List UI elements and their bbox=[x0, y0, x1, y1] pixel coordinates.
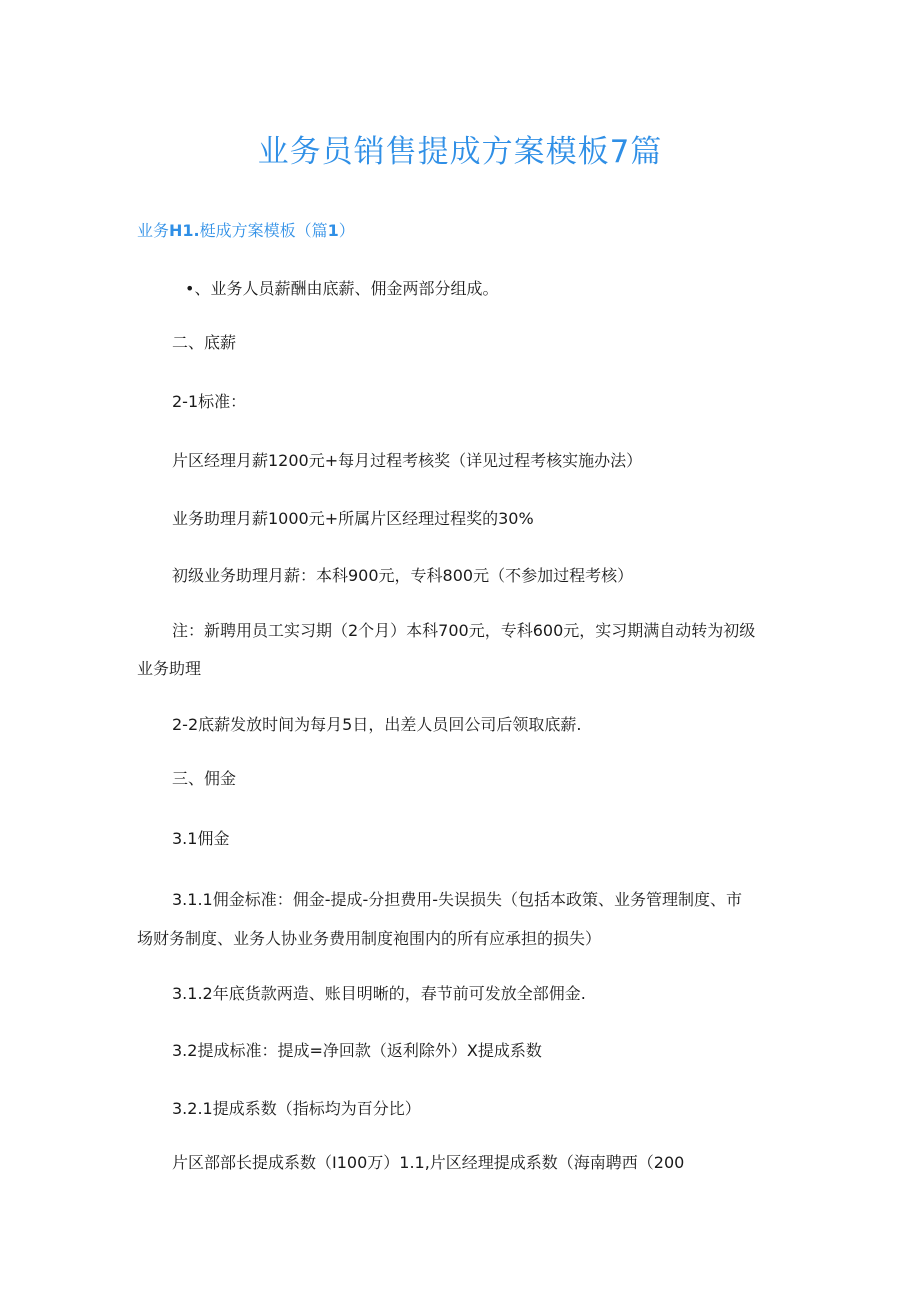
paragraph-12: 3.1.2年底货款两造、账目明晰的，春节前可发放全部佣金. bbox=[172, 984, 586, 1003]
section-heading-bold: H1. bbox=[169, 221, 200, 240]
section-heading-number: 1 bbox=[327, 221, 339, 240]
paragraph-13: 3.2提成标准：提成=净回款（返利除外）X提成系数 bbox=[172, 1041, 542, 1060]
section-heading-prefix: 业务 bbox=[137, 221, 170, 240]
paragraph-15: 片区部部长提成系数（I100万）1.1,片区经理提成系数（海南聘西（200 bbox=[172, 1153, 685, 1172]
paragraph-9: 三、佣金 bbox=[172, 769, 237, 788]
paragraph-6: 初级业务助理月薪：本科900元，专科800元（不参加过程考核） bbox=[172, 566, 634, 585]
paragraph-4: 片区经理月薪1200元+每月过程考核奖（详见过程考核实施办法） bbox=[172, 451, 643, 470]
paragraph-8: 2-2底薪发放时间为每月5日，出差人员回公司后领取底薪. bbox=[172, 715, 582, 734]
paragraph-1: •、业务人员薪酬由底薪、佣金两部分组成。 bbox=[185, 279, 499, 298]
document-title: 业务员销售提成方案模板7篇 bbox=[257, 134, 663, 170]
paragraph-7: 注：新聘用员工实习期（2个月）本科700元，专科600元，实习期满自动转为初级 bbox=[172, 621, 756, 640]
paragraph-11: 3.1.1佣金标准：佣金-提成-分担费用-失误损失（包括本政策、业务管理制度、市 bbox=[172, 890, 743, 909]
paragraph-3: 2-1标准： bbox=[172, 392, 247, 411]
paragraph-10: 3.1佣金 bbox=[172, 829, 230, 848]
paragraph-7-continued: 业务助理 bbox=[137, 659, 202, 678]
paragraph-2: 二、底薪 bbox=[172, 333, 237, 352]
paragraph-11-continued: 场财务制度、业务人协业务费用制度袍围内的所有应承担的损失） bbox=[137, 929, 602, 948]
section-heading bbox=[137, 219, 355, 243]
paragraph-5: 业务助理月薪1000元+所属片区经理过程奖的30% bbox=[172, 509, 534, 528]
section-heading-suffix: ） bbox=[338, 221, 355, 240]
section-heading-middle: 梃成方案模板（篇 bbox=[199, 221, 328, 240]
paragraph-14: 3.2.1提成系数（指标均为百分比） bbox=[172, 1099, 421, 1118]
